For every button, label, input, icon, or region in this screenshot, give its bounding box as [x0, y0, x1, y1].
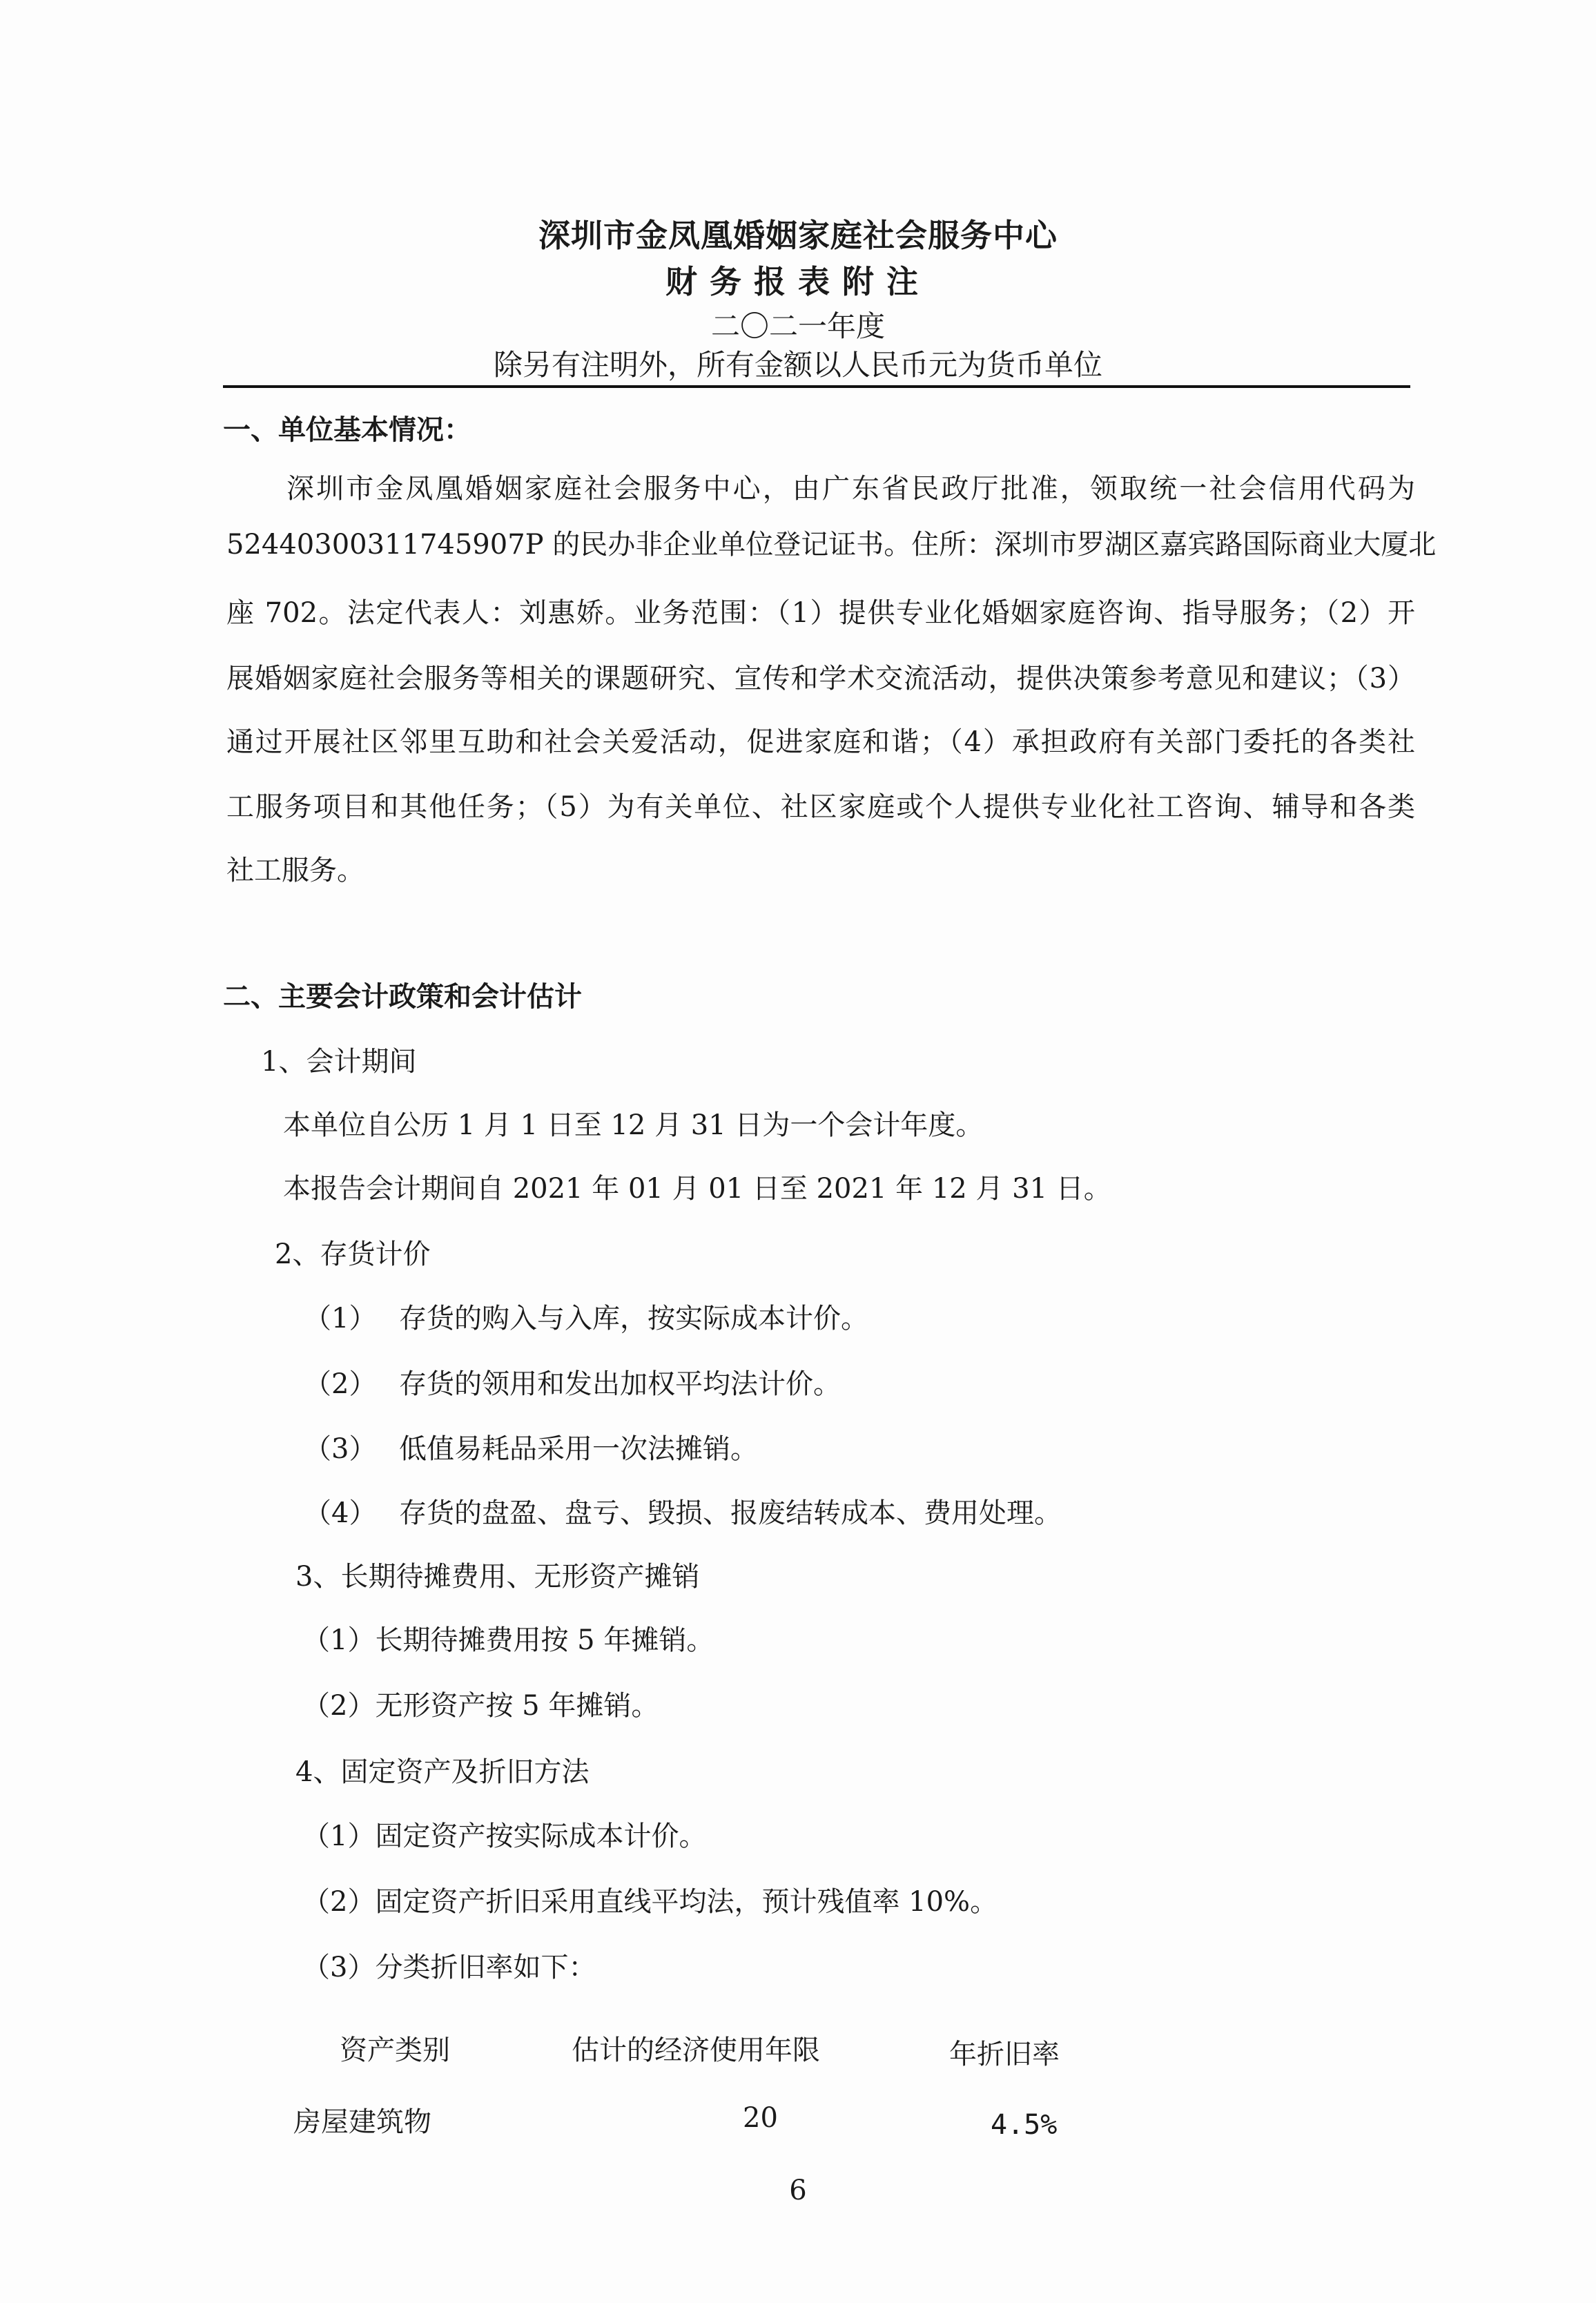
section-1-line-3: 座 702。法定代表人：刘惠娇。业务范围：（1）提供专业化婚姻家庭咨询、指导服务；（2）开 — [226, 597, 1415, 629]
section-2-heading: 二、主要会计政策和会计估计 — [223, 981, 582, 1013]
policy-1-title: 1、会计期间 — [261, 1046, 417, 1078]
inventory-item-3-text: 低值易耗品采用一次法摊销。 — [399, 1433, 758, 1465]
policy-2-title: 2、存货计价 — [275, 1238, 431, 1270]
section-1-line-4: 展婚姻家庭社会服务等相关的课题研究、宣传和学术交流活动，提供决策参考意见和建议；（3） — [226, 663, 1415, 694]
inventory-item-3-number: （3） — [304, 1433, 377, 1465]
inventory-item-2-text: 存货的领用和发出加权平均法计价。 — [399, 1368, 841, 1400]
page-number: 6 — [789, 2175, 807, 2206]
inventory-item-1-text: 存货的购入与入库，按实际成本计价。 — [399, 1303, 868, 1334]
inventory-item-2-number: （2） — [304, 1368, 377, 1400]
table-header-rate: 年折旧率 — [949, 2039, 1060, 2070]
report-year: 二〇二一年度 — [710, 309, 885, 343]
section-1-line-1: 深圳市金凤凰婚姻家庭社会服务中心，由广东省民政厅批准，领取统一社会信用代码为 — [286, 473, 1415, 505]
table-cell-rate: 4.5% — [991, 2109, 1058, 2141]
table-cell-category: 房屋建筑物 — [293, 2106, 431, 2138]
table-cell-life: 20 — [743, 2102, 778, 2134]
policy-1-line-2: 本报告会计期间自 2021 年 01 月 01 日至 2021 年 12 月 31 日。 — [283, 1173, 1111, 1205]
inventory-item-4-number: （4） — [304, 1497, 377, 1529]
section-1-line-7: 社工服务。 — [226, 855, 364, 886]
policy-3-title: 3、长期待摊费用、无形资产摊销 — [295, 1561, 700, 1593]
section-1-line-6: 工服务项目和其他任务；（5）为有关单位、社区家庭或个人提供专业化社工咨询、辅导和各类 — [226, 791, 1415, 823]
inventory-item-1-number: （1） — [304, 1303, 377, 1334]
document-title: 深圳市金凤凰婚姻家庭社会服务中心 — [538, 217, 1058, 254]
fixed-asset-item-1: （1）固定资产按实际成本计价。 — [302, 1820, 707, 1852]
section-1-line-2: 52440300311745907P 的民办非企业单位登记证书。住所：深圳市罗湖区嘉宾路国际商业大厦北 — [226, 529, 1437, 561]
amortization-item-1: （1）长期待摊费用按 5 年摊销。 — [302, 1624, 714, 1656]
inventory-item-4-text: 存货的盘盈、盘亏、毁损、报废结转成本、费用处理。 — [399, 1497, 1062, 1529]
section-1-heading: 一、单位基本情况： — [223, 414, 471, 446]
policy-4-title: 4、固定资产及折旧方法 — [295, 1756, 590, 1788]
table-header-category: 资产类别 — [340, 2034, 450, 2066]
amortization-item-2: （2）无形资产按 5 年摊销。 — [302, 1690, 659, 1722]
section-1-line-5: 通过开展社区邻里互助和社会关爱活动，促进家庭和谐；（4）承担政府有关部门委托的各类社 — [226, 726, 1415, 758]
header-divider — [223, 385, 1410, 388]
document-subtitle: 财务报表附注 — [665, 263, 931, 300]
table-header-life: 估计的经济使用年限 — [572, 2034, 820, 2066]
fixed-asset-item-3: （3）分类折旧率如下： — [302, 1952, 596, 1983]
fixed-asset-item-2: （2）固定资产折旧采用直线平均法，预计残值率 10%。 — [302, 1886, 998, 1918]
currency-note: 除另有注明外，所有金额以人民币元为货币单位 — [493, 348, 1102, 382]
policy-1-line-1: 本单位自公历 1 月 1 日至 12 月 31 日为一个会计年度。 — [283, 1109, 984, 1141]
